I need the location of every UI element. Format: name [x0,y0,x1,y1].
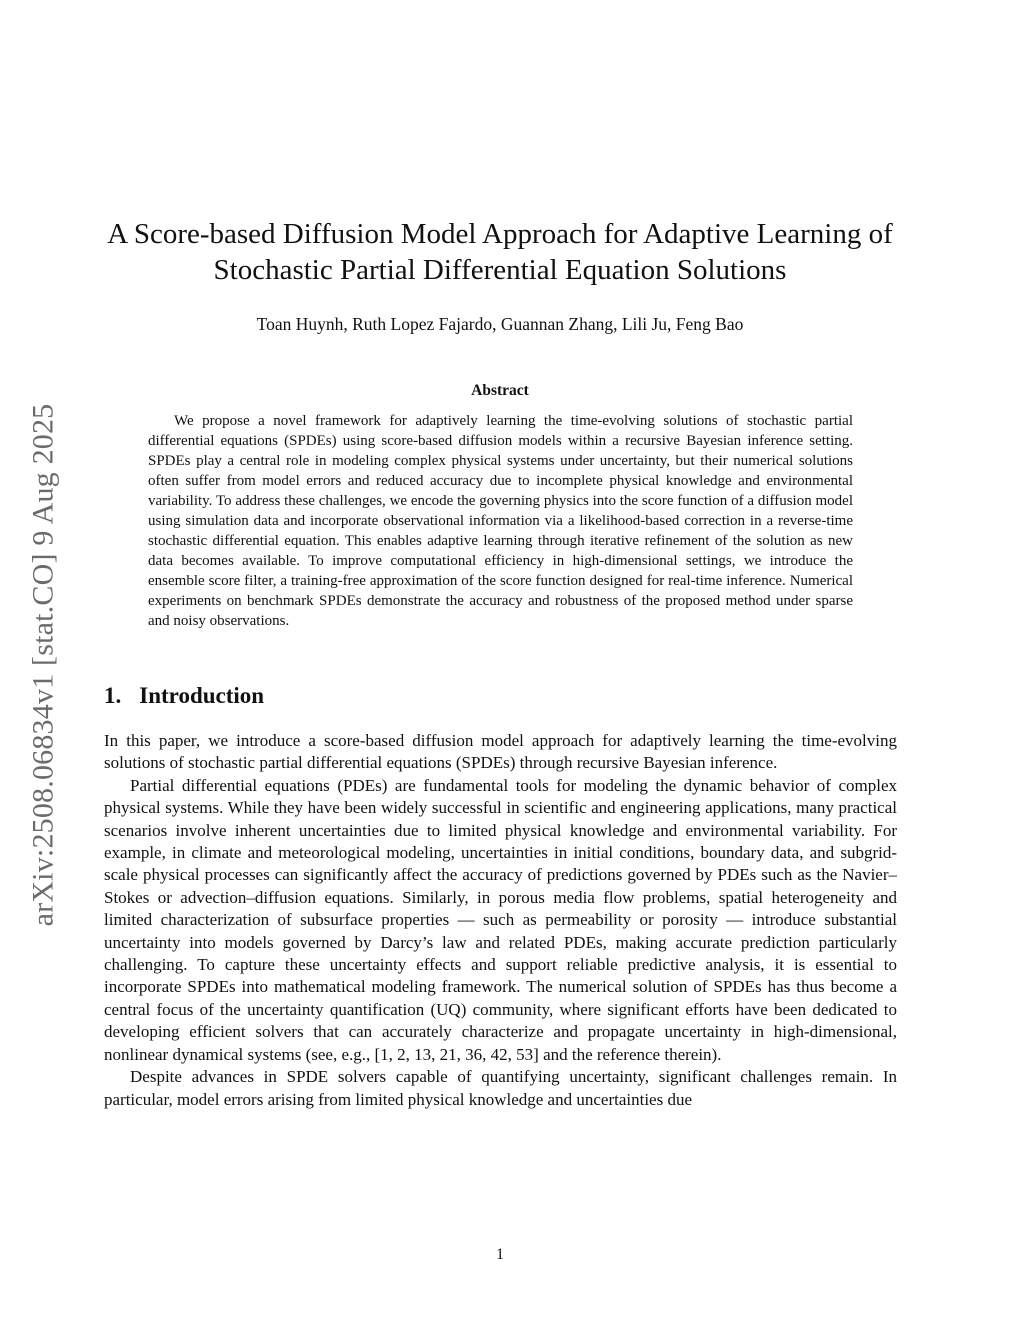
abstract-text: We propose a novel framework for adaptively learning the time-evolving solutions of stochastic partial differential equations (SPDEs) using score-based diffusion models within a recursive Bayesian inference setting. SPDEs play a central role in modeling complex physical systems under uncertainty, but their numerical solutions often suffer from model errors and reduced accuracy due to incomplete physical knowledge and environmental variability. To address these challenges, we encode the governing physics into the score function of a diffusion model using simulation data and incorporate observational information via a likelihood-based correction in a reverse-time stochastic differential equation. This enables adaptive learning through iterative refinement of the solution as new data becomes available. To improve computational efficiency in high-dimensional settings, we introduce the ensemble score filter, a training-free approximation of the score function designed for real-time inference. Numerical experiments on benchmark SPDEs demonstrate the accuracy and robustness of the proposed method under sparse and noisy observations. [148,413,853,629]
paragraph: In this paper, we introduce a score-based diffusion model approach for adaptively learning the time-evolving solutions of stochastic partial differential equations (SPDEs) through recursive Bayesian inference. [104,731,897,773]
arxiv-identifier-text: arXiv:2508.06834v1 [stat.CO] 9 Aug 2025 [26,403,59,927]
arxiv-identifier [13,370,73,960]
section-title: Introduction [139,683,265,708]
page-number: 1 [496,1246,504,1263]
section-number: 1. [104,683,122,708]
author-list: Toan Huynh, Ruth Lopez Fajardo, Guannan Zhang, Lili Ju, Feng Bao [256,314,744,334]
paragraph: Partial differential equations (PDEs) are fundamental tools for modeling the dynamic behavior of complex physical systems. While they have been widely successful in scientific and engineering applications, many practical scenarios involve inherent uncertainties due to limited physical knowledge and environmental variability. For example, in climate and meteorological modeling, uncertainties in initial conditions, boundary data, and subgrid-scale physical processes can significantly affect the accuracy of predictions governed by PDEs such as the Navier–Stokes or advection–diffusion equations. Similarly, in porous media flow problems, spatial heterogeneity and limited characterization of subsurface properties — such as permeability or porosity — introduce substantial uncertainty into models governed by Darcy’s law and related PDEs, making accurate prediction particularly challenging. To capture these uncertainty effects and support reliable predictive analysis, it is essential to incorporate SPDEs into mathematical modeling framework. The numerical solution of SPDEs has thus become a central focus of the uncertainty quantification (UQ) community, where significant efforts have been dedicated to developing efficient solvers that can accurately characterize and propagate uncertainty in high-dimensional, nonlinear dynamical systems (see, e.g., [1, 2, 13, 21, 36, 42, 53] and the reference therein). [104,775,897,1064]
body-text [104,730,897,1111]
paragraph: Despite advances in SPDE solvers capable of quantifying uncertainty, significant challenges remain. In particular, model errors arising from limited physical knowledge and uncertainties due [104,1067,897,1109]
section-heading [104,683,264,709]
abstract-heading: Abstract [471,382,529,399]
paper-title: A Score-based Diffusion Model Approach for Adaptive Learning of Stochastic Partial Differential Equation Solutions [107,218,893,286]
